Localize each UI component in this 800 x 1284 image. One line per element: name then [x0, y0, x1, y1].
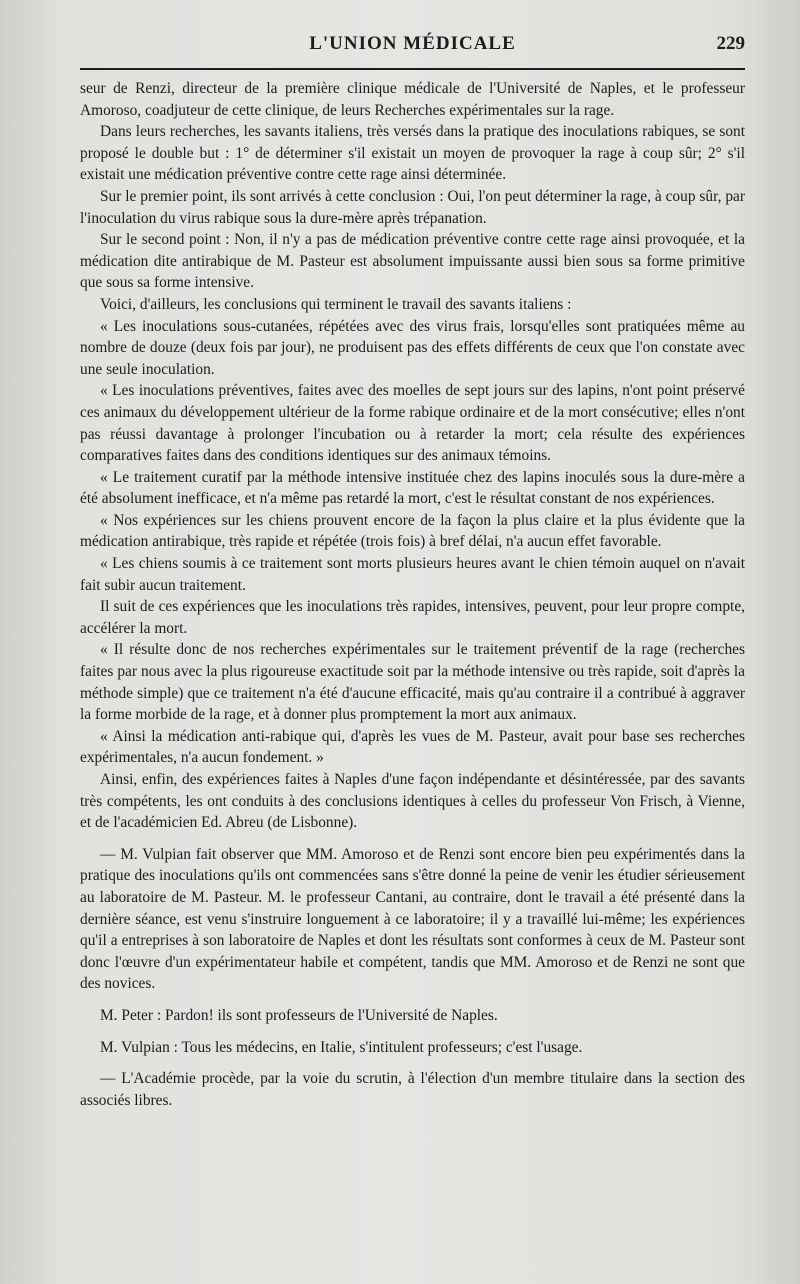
paragraph: Voici, d'ailleurs, les conclusions qui terminent le travail des savants italiens :	[100, 295, 572, 313]
paragraph: « Le traitement curatif par la méthode intensive instituée chez des lapins inoculés sous la dure-mère a été absolument inefficace, et n'a même pas retardé la mort, c'est le résultat constant de nos expériences.	[80, 468, 745, 508]
paragraph: Ainsi, enfin, des expériences faites à Naples d'une façon indépendante et désintéressée, par des savants très compétents, les ont conduits à des conclusions identiques à celles du professeur Von Frisch, à Vienne, et de l'académicien Ed. Abreu (de Lisbonne).	[80, 771, 745, 832]
paragraph: seur de Renzi, directeur de la première clinique médicale de l'Université de Naples, et le professeur Amoroso, coadjuteur de cette clinique, de leurs Recherches expérimentales sur la rage.	[80, 80, 745, 119]
paragraph: Sur le premier point, ils sont arrivés à cette conclusion : Oui, l'on peut déterminer la rage, à coup sûr, par l'inoculation du virus rabique sous la dure-mère après trépanation.	[80, 187, 745, 227]
running-title: L'UNION MÉDICALE	[309, 33, 516, 54]
page-number: 229	[716, 33, 745, 54]
paragraph: « Les inoculations préventives, faites avec des moelles de sept jours sur des lapins, n'ont point préservé ces animaux du développement ultérieur de la forme rabique ordinaire et de la mort consécutive; elles n'ont pas réussi davantage à prolonger l'incubation ou à retarder la mort; cela résulte des expériences comparatives faites dans des conditions identiques sur des animaux témoins.	[80, 382, 745, 465]
paragraph: « Les chiens soumis à ce traitement sont morts plusieurs heures avant le chien témoin auquel on n'avait fait subir aucun traitement.	[80, 555, 745, 594]
paragraph: « Ainsi la médication anti-rabique qui, d'après les vues de M. Pasteur, avait pour base ses recherches expérimentales, n'a aucun fondement. »	[80, 727, 745, 767]
paragraph: M. Peter : Pardon! ils sont professeurs de l'Université de Naples.	[100, 1006, 498, 1024]
paragraph: — L'Académie procède, par la voie du scrutin, à l'élection d'un membre titulaire dans la section des associés libres.	[80, 1070, 745, 1109]
body-text	[80, 78, 745, 1111]
header-rule	[80, 68, 745, 70]
paragraph: « Il résulte donc de nos recherches expérimentales sur le traitement préventif de la rage (recherches faites par nous avec la plus rigoureuse exactitude soit par la méthode intensive ou très rapide, soit d'après la méthode simple) que ce traitement n'a été d'aucune efficacité, mais qu'au contraire il a contribué à aggraver la forme morbide de la rage, et à donner plus promptement la mort aux animaux.	[80, 641, 745, 724]
paragraph: « Nos expériences sur les chiens prouvent encore de la façon la plus claire et la plus évidente que la médication antirabique, très rapide et répétée (trois fois) à bref délai, n'a aucun effet favorable.	[80, 511, 745, 551]
paragraph: M. Vulpian : Tous les médecins, en Italie, s'intitulent professeurs; c'est l'usage.	[100, 1038, 583, 1056]
paragraph: Dans leurs recherches, les savants italiens, très versés dans la pratique des inoculations rabiques, se sont proposé le double but : 1° de déterminer s'il existait un moyen de provoquer la rage à coup sûr; 2° s'il existait une médication préventive contre cette rage ainsi déterminée.	[80, 123, 745, 184]
paragraph: Il suit de ces expériences que les inoculations très rapides, intensives, peuvent, pour leur propre compte, accélérer la mort.	[80, 598, 745, 637]
paragraph: Sur le second point : Non, il n'y a pas de médication préventive contre cette rage ainsi provoquée, et la médication dite antirabique de M. Pasteur est absolument impuissante aussi bien sous sa forme primitive que sous sa forme intensive.	[80, 231, 745, 292]
paragraph: « Les inoculations sous-cutanées, répétées avec des virus frais, lorsqu'elles sont pratiquées même au nombre de douze (deux fois par jour), ne produisent pas des effets différents de ceux que l'on constate avec une seule inoculation.	[80, 317, 745, 378]
page-header	[80, 30, 745, 64]
paragraph: — M. Vulpian fait observer que MM. Amoroso et de Renzi sont encore bien peu expérimentés dans la pratique des inoculations qu'ils ont commencées sans s'être donné la peine de venir les étudier sérieusement au laboratoire de M. Pasteur. M. le professeur Cantani, au contraire, dont le travail a été présenté dans la dernière séance, est venu s'instruire longuement à ce laboratoire; il y a travaillé lui-même; les expériences qu'il a entreprises à son laboratoire de Naples et dont les résultats sont conformes à ceux de M. Pasteur sont donc l'œuvre d'un expérimentateur habile et compétent, tandis que MM. Amoroso et de Renzi ne sont que des novices.	[80, 845, 745, 993]
